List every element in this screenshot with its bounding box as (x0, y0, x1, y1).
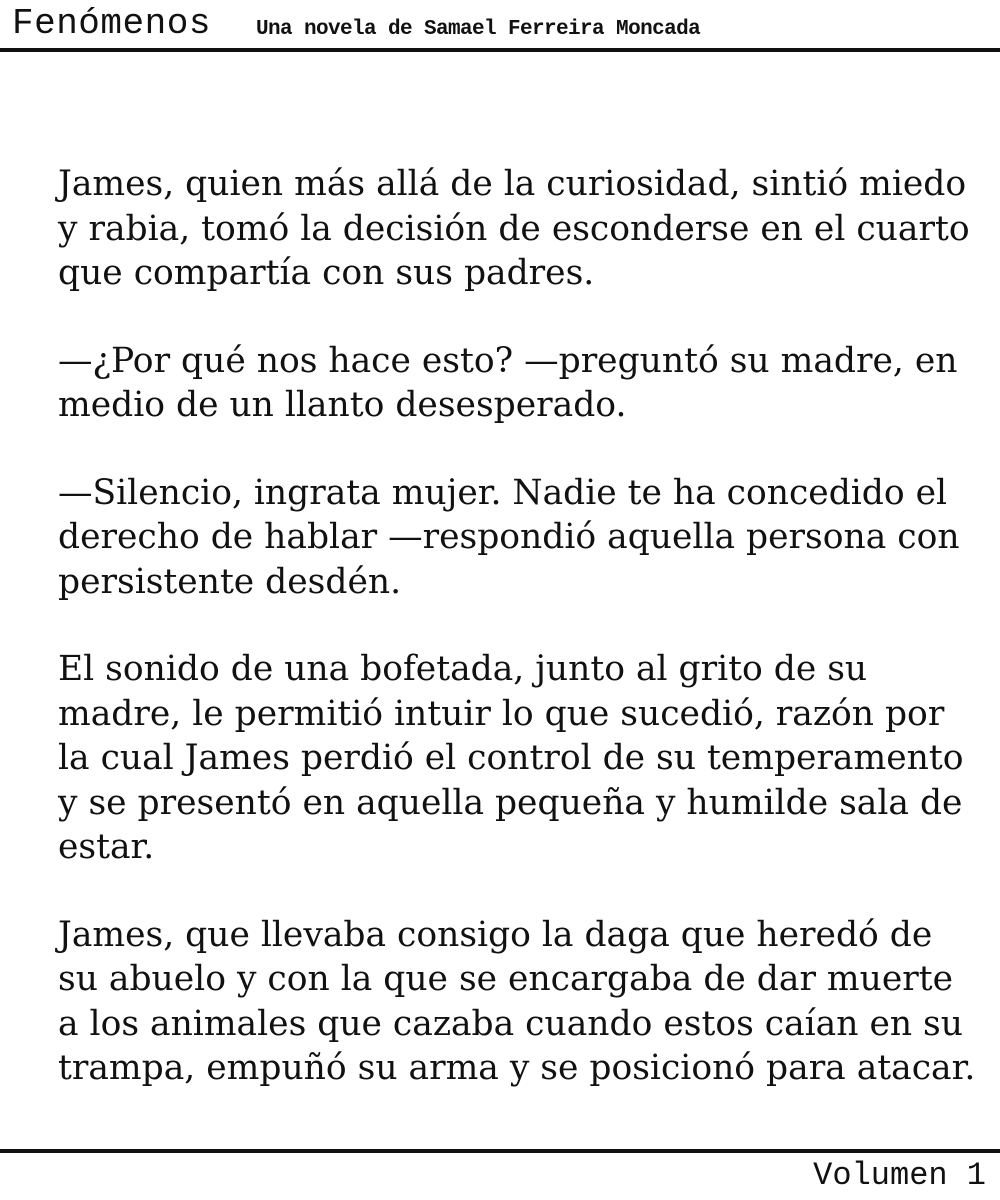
paragraph: —¿Por qué nos hace esto? —preguntó su madre, en medio de un llanto desesperado. (58, 340, 958, 425)
paragraph: James, que llevaba consigo la daga que heredó de su abuelo y con la que se encargaba de dar muerte a los animales que cazaba cuando estos caían en su trampa, empuñó su arma y se posicionó para atacar. (58, 914, 976, 1088)
page-body (58, 162, 978, 1091)
paragraph: —Silencio, ingrata mujer. Nadie te ha concedido el derecho de hablar —respondió aquella persona con persistente desdén. (58, 472, 960, 602)
book-title: Fenómenos (12, 3, 211, 44)
paragraph: James, quien más allá de la curiosidad, sintió miedo y rabia, tomó la decisión de esconderse en el cuarto que compartía con sus padres. (58, 164, 970, 293)
volume-label: Volumen 1 (813, 1157, 986, 1194)
page-header (0, 0, 1000, 52)
footer-divider (0, 1149, 1000, 1153)
book-subtitle: Una novela de Samael Ferreira Moncada (256, 18, 701, 41)
paragraph: El sonido de una bofetada, junto al grito de su madre, le permitió intuir lo que sucedió, razón por la cual James perdió el control de su temperamento y se presentó en aquella pequeña y humilde sala de estar. (58, 649, 964, 867)
